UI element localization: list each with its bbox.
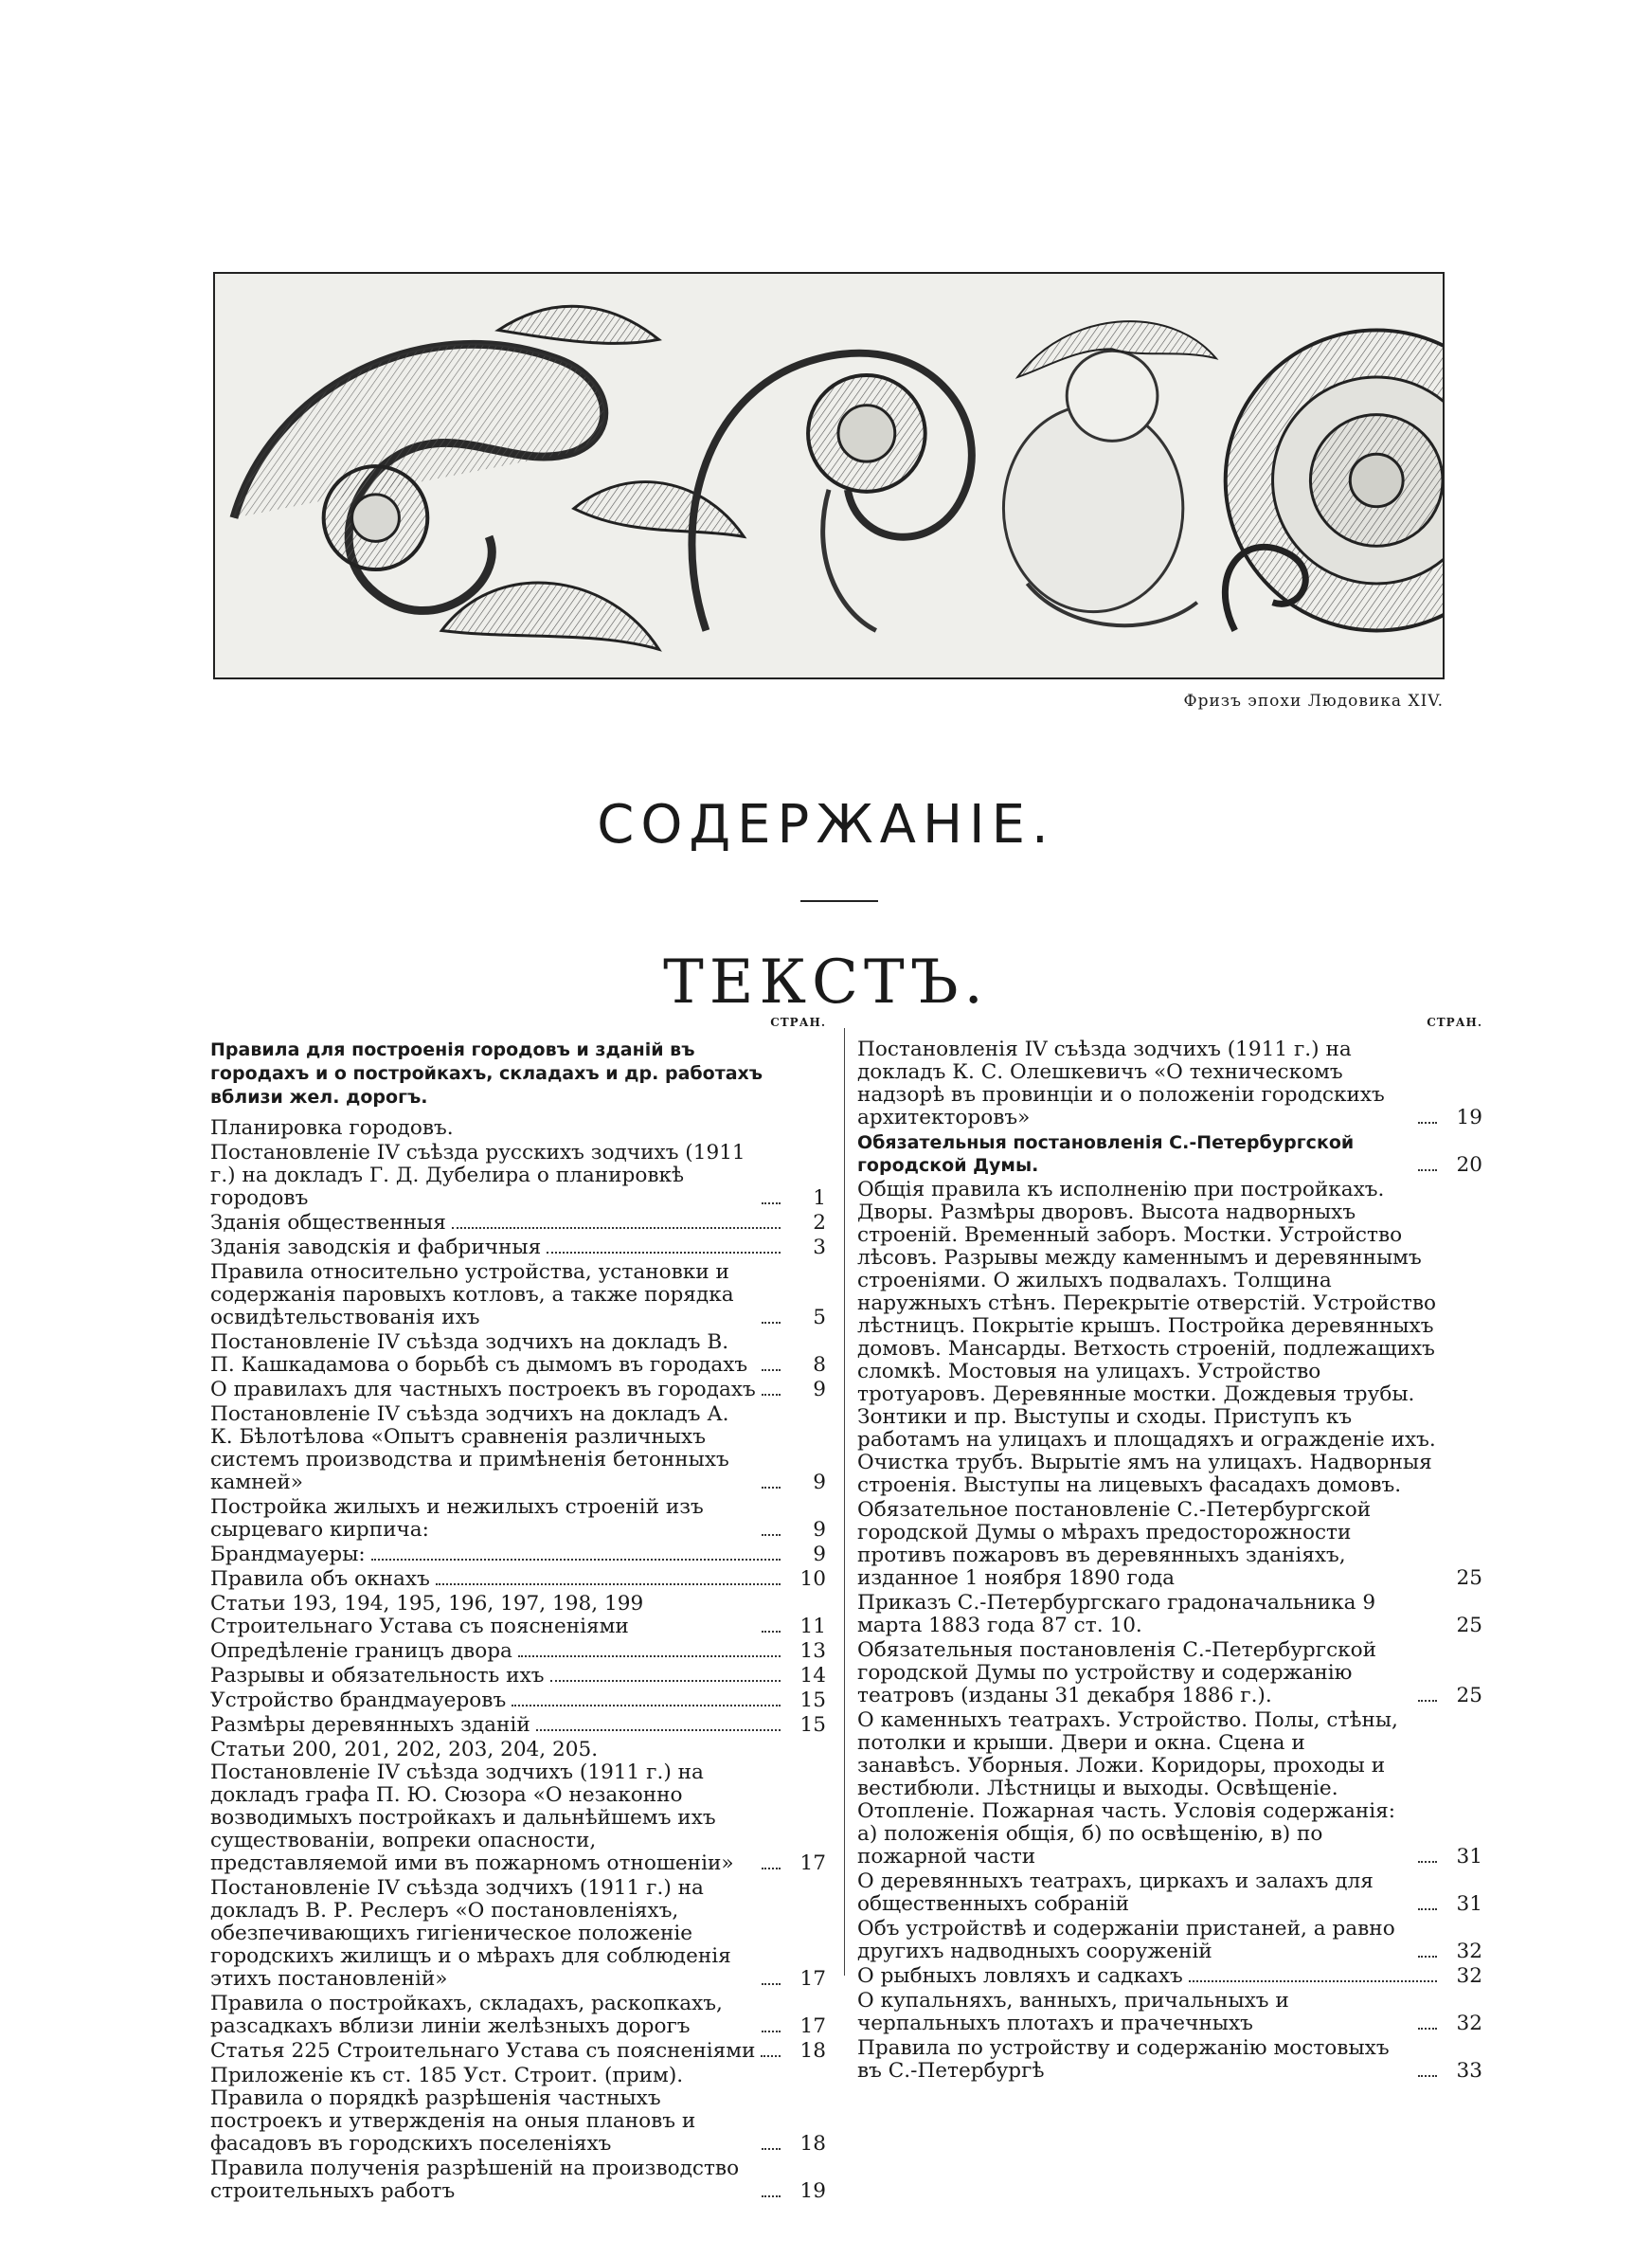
toc-entry-title: Объ устройствѣ и содержаніи пристаней, а равно другихъ надводныхъ сооруженій	[857, 1917, 1395, 1963]
dot-leader	[512, 1705, 781, 1706]
toc-entry-title: Постановленіе IV съѣзда зодчихъ на докладъ А. К. Бѣлотѣлова «Опытъ сравненія различныхъ системъ производства и примѣненія бетонныхъ камней»	[210, 1402, 729, 1494]
toc-entry	[210, 2158, 826, 2203]
toc-entry	[210, 2065, 826, 2156]
toc-entry	[210, 1593, 826, 1638]
toc-entry-title: Постановленіе IV съѣзда зодчихъ (1911 г.) на докладъ В. Р. Реслеръ «О постановленіяхъ, обезпечивающихъ гигіеническое положеніе городскихъ жилищъ и о мѣрахъ для соблюденія этихъ постановленій»	[210, 1876, 731, 1991]
toc-entry-title: Правила объ окнахъ	[210, 1567, 430, 1591]
toc-entry-title: Брандмауеры:	[210, 1543, 366, 1566]
toc-entry-page: 9	[813, 1378, 826, 1401]
toc-entry	[210, 1038, 826, 1110]
toc-entry-title: Приказъ С.-Петербургскаго градоначальника 9 марта 1883 года 87 ст. 10.	[857, 1591, 1376, 1637]
toc-entry-page: 18	[799, 2132, 826, 2156]
toc-entry-page: 8	[813, 1353, 826, 1377]
toc-right-column	[857, 1016, 1482, 2085]
dot-leader	[762, 2031, 781, 2032]
toc-entry	[857, 1918, 1482, 1963]
toc-left-entries	[210, 1038, 826, 2203]
toc-left-column	[210, 1016, 826, 2205]
toc-entry-page: 1	[813, 1186, 826, 1210]
toc-entry-page: 10	[799, 1567, 826, 1591]
toc-entry	[210, 1331, 826, 1377]
toc-entry	[857, 1639, 1482, 1707]
dot-leader	[550, 1680, 781, 1682]
toc-entry	[210, 1877, 826, 1991]
toc-entry-title: Постановленіе IV съѣзда русскихъ зодчихъ (1911 г.) на докладъ Г. Д. Дубелира о планировкѣ городовъ	[210, 1141, 745, 1210]
toc-entry	[857, 1131, 1482, 1177]
toc-entry-title: Планировка городовъ.	[210, 1116, 454, 1140]
toc-entry	[210, 1403, 826, 1494]
dot-leader	[762, 1394, 781, 1396]
toc-entry	[210, 1640, 826, 1663]
dot-leader	[1418, 1908, 1437, 1910]
toc-entry	[210, 2040, 826, 2063]
toc-right-entries	[857, 1038, 1482, 2083]
toc-entry-title: Правила для построенія городовъ и зданій въ городахъ и о постройкахъ, складахъ и др. работахъ вблизи жел. дорогъ.	[210, 1039, 763, 1108]
toc-entry-title: О деревянныхъ театрахъ, циркахъ и залахъ для общественныхъ собраній	[857, 1869, 1374, 1916]
dot-leader	[536, 1729, 781, 1731]
toc-entry-page: 9	[813, 1518, 826, 1542]
toc-entry-page: 18	[799, 2039, 826, 2063]
dot-leader	[547, 1252, 781, 1254]
toc-entry-title: Правила о постройкахъ, складахъ, раскопкахъ, разсадкахъ вблизи линіи желѣзныхъ дорогъ	[210, 1992, 723, 2038]
toc-entry-title: О купальняхъ, ванныхъ, причальныхъ и черпальныхъ плотахъ и прачечныхъ	[857, 1989, 1289, 2035]
toc-entry-title: Устройство брандмауеровъ	[210, 1688, 507, 1712]
toc-entry-title: Постройка жилыхъ и нежилыхъ строеній изъ сырцеваго кирпича:	[210, 1495, 704, 1542]
toc-entry	[210, 1496, 826, 1542]
page-column-label: СТРАН.	[1427, 1016, 1482, 1029]
frieze-illustration	[213, 272, 1445, 679]
toc-entry-title: Постановленіе IV съѣзда зодчихъ на докладъ В. П. Кашкадамова о борьбѣ съ дымомъ въ городахъ	[210, 1330, 748, 1377]
toc-entry-title: Размѣры деревянныхъ зданій	[210, 1713, 530, 1737]
toc-entry-page: 2	[813, 1211, 826, 1235]
toc-entry-title: Зданія общественныя	[210, 1211, 446, 1235]
toc-entry-title: Правила полученія разрѣшеній на производство строительныхъ работъ	[210, 2157, 740, 2203]
toc-entry-page: 20	[1456, 1153, 1482, 1177]
dot-leader	[762, 2195, 781, 2197]
dot-leader	[1418, 1700, 1437, 1702]
toc-entry-title: Обязательное постановленіе С.-Петербургской городской Думы о мѣрахъ предосторожности противъ пожаровъ въ деревянныхъ зданіяхъ, изданное 1 ноября 1890 года	[857, 1498, 1372, 1590]
toc-entry	[210, 1714, 826, 1737]
toc-entry-title: Правила относительно устройства, установки и содержанія паровыхъ котловъ, а также порядка освидѣтельствованія ихъ	[210, 1260, 734, 1329]
toc-entry	[210, 1739, 826, 1875]
toc-entry-page: 33	[1456, 2059, 1482, 2083]
toc-entry	[210, 1568, 826, 1591]
toc-entry	[210, 1142, 826, 1210]
dot-leader	[762, 1868, 781, 1869]
toc-entry-page: 31	[1456, 1892, 1482, 1916]
toc-entry-title: Опредѣленіе границъ двора	[210, 1639, 512, 1663]
dot-leader	[1418, 2028, 1437, 2030]
toc-entry-page: 15	[799, 1688, 826, 1712]
toc-entry	[210, 1689, 826, 1712]
frieze-caption: Фризъ эпохи Людовика XIV.	[1183, 692, 1444, 711]
toc-entry	[210, 1379, 826, 1401]
column-divider	[844, 1028, 845, 1976]
dot-leader	[761, 2055, 781, 2057]
dot-leader	[518, 1655, 781, 1657]
toc-entry-page: 17	[799, 2014, 826, 2038]
toc-entry-page: 32	[1456, 1940, 1482, 1963]
dot-leader	[762, 1322, 781, 1324]
toc-entry	[210, 1212, 826, 1235]
toc-entry	[210, 1261, 826, 1329]
toc-entry	[857, 2037, 1482, 2083]
dot-leader	[762, 1487, 781, 1489]
toc-entry-page: 32	[1456, 1964, 1482, 1988]
dot-leader	[1418, 1861, 1437, 1863]
toc-entry	[210, 1665, 826, 1688]
toc-entry	[857, 1179, 1482, 1497]
dot-leader	[436, 1583, 781, 1585]
toc-entry-page: 9	[813, 1471, 826, 1494]
toc-entry-title: Постановленія IV съѣзда зодчихъ (1911 г.) на докладъ К. С. Олешкевичъ «О техническомъ надзорѣ въ провинціи и о положеніи городскихъ архитекторовъ»	[857, 1038, 1385, 1129]
dot-leader	[762, 2148, 781, 2150]
toc-entry-title: Общія правила къ исполненію при постройкахъ. Дворы. Размѣры дворовъ. Высота надворныхъ строеній. Временный заборъ. Мостки. Устройство лѣсовъ. Разрывы между каменнымъ и деревяннымъ строеніями. О жилыхъ подвалахъ. Толщина наружныхъ стѣнъ. Перекрытіе отверстій. Устройство лѣстницъ. Покрытіе крышъ. Постройка деревянныхъ домовъ. Мансарды. Ветхость строеній, подлежащихъ сломкѣ. Мостовыя на улицахъ. Устройство тротуаровъ. Деревянные мостки. Дождевыя трубы. Зонтики и пр. Выступы и сходы. Приступъ къ работамъ на улицахъ и площадяхъ и огражденіе ихъ. Очистка трубъ. Вырытіе ямъ на улицахъ. Надворныя строенія. Выступы на лицевыхъ фасадахъ домовъ.	[857, 1178, 1436, 1497]
dot-leader	[762, 1631, 781, 1633]
toc-entry-title: Приложеніе къ ст. 185 Уст. Строит. (прим). Правила о порядкѣ разрѣшенія частныхъ построекъ и утвержденія на оныя плановъ и фасадовъ въ городскихъ поселеніяхъ	[210, 2064, 696, 2156]
toc-entry	[210, 1993, 826, 2038]
dot-leader	[1418, 1956, 1437, 1958]
toc-entry-title: Разрывы и обязательность ихъ	[210, 1664, 545, 1688]
toc-entry-page: 5	[813, 1306, 826, 1329]
title-divider	[800, 900, 878, 902]
toc-entry	[210, 1117, 826, 1140]
dot-leader	[762, 1202, 781, 1204]
toc-entry-page: 25	[1456, 1566, 1482, 1590]
toc-entry	[857, 1990, 1482, 2035]
toc-entry-title: Зданія заводскія и фабричныя	[210, 1236, 542, 1259]
page-column-label: СТРАН.	[770, 1016, 826, 1029]
dot-leader	[1418, 2075, 1437, 2077]
toc-entry-title: Статьи 200, 201, 202, 203, 204, 205. Постановленіе IV съѣзда зодчихъ (1911 г.) на докладъ графа П. Ю. Сюзора «О незаконно возводимыхъ постройкахъ и дальнѣйшемъ ихъ существованіи, вопреки опасности, представляемой ими въ пожарномъ отношеніи»	[210, 1738, 734, 1875]
toc-entry-page: 19	[1456, 1106, 1482, 1129]
toc-entry	[210, 1544, 826, 1566]
toc-entry-title: О правилахъ для частныхъ построекъ въ городахъ	[210, 1378, 756, 1401]
toc-entry	[857, 1038, 1482, 1129]
dot-leader	[762, 1983, 781, 1985]
toc-entry-title: О каменныхъ театрахъ. Устройство. Полы, стѣны, потолки и крыши. Двери и окна. Сцена и занавѣсъ. Уборныя. Ложи. Коридоры, проходы и вестибюли. Лѣстницы и выходы. Освѣщеніе. Отопленіе. Пожарная часть. Условія содержанія: а) положенія общія, б) по освѣщенію, в) по пожарной части	[857, 1708, 1398, 1869]
toc-entry-page: 13	[799, 1639, 826, 1663]
toc-entry-title: Статьи 193, 194, 195, 196, 197, 198, 199 Строительнаго Устава съ поясненіями	[210, 1592, 644, 1638]
dot-leader	[1418, 1169, 1437, 1171]
toc-entry-page: 3	[813, 1236, 826, 1259]
toc-entry	[857, 1709, 1482, 1869]
toc-entry-page: 15	[799, 1713, 826, 1737]
toc-entry-title: О рыбныхъ ловляхъ и садкахъ	[857, 1964, 1183, 1988]
toc-entry	[857, 1965, 1482, 1988]
dot-leader	[762, 1369, 781, 1371]
toc-entry-title: Обязательныя постановленія С.-Петербургской городской Думы по устройству и содержанію театровъ (изданы 31 декабря 1886 г.).	[857, 1638, 1377, 1707]
dot-leader	[371, 1559, 781, 1561]
toc-entry-page: 17	[799, 1851, 826, 1875]
toc-entry-page: 14	[799, 1664, 826, 1688]
dot-leader	[452, 1227, 781, 1229]
page-title: СОДЕРЖАНІЕ.	[597, 794, 1055, 856]
toc-entry-title: Обязательныя постановленія С.-Петербургской городской Думы.	[857, 1132, 1355, 1176]
toc-entry-page: 19	[799, 2179, 826, 2203]
toc-entry	[857, 1499, 1482, 1590]
toc-entry-page: 31	[1456, 1845, 1482, 1869]
dot-leader	[1418, 1122, 1437, 1124]
toc-entry-title: Статья 225 Строительнаго Устава съ поясненіями	[210, 2039, 756, 2063]
toc-entry	[857, 1870, 1482, 1916]
toc-entry	[857, 1592, 1482, 1637]
dot-leader	[762, 1534, 781, 1536]
section-title: ТЕКСТЪ.	[663, 948, 989, 1018]
toc-entry-page: 17	[799, 1967, 826, 1991]
toc-entry-page: 25	[1456, 1614, 1482, 1637]
toc-entry-title: Правила по устройству и содержанію мостовыхъ въ С.-Петербургѣ	[857, 2036, 1390, 2083]
toc-entry-page: 25	[1456, 1684, 1482, 1707]
toc-entry-page: 11	[799, 1615, 826, 1638]
toc-entry	[210, 1237, 826, 1259]
toc-entry-page: 32	[1456, 2012, 1482, 2035]
ornament-image	[215, 274, 1443, 677]
toc-entry-page: 9	[813, 1543, 826, 1566]
dot-leader	[1189, 1980, 1437, 1982]
